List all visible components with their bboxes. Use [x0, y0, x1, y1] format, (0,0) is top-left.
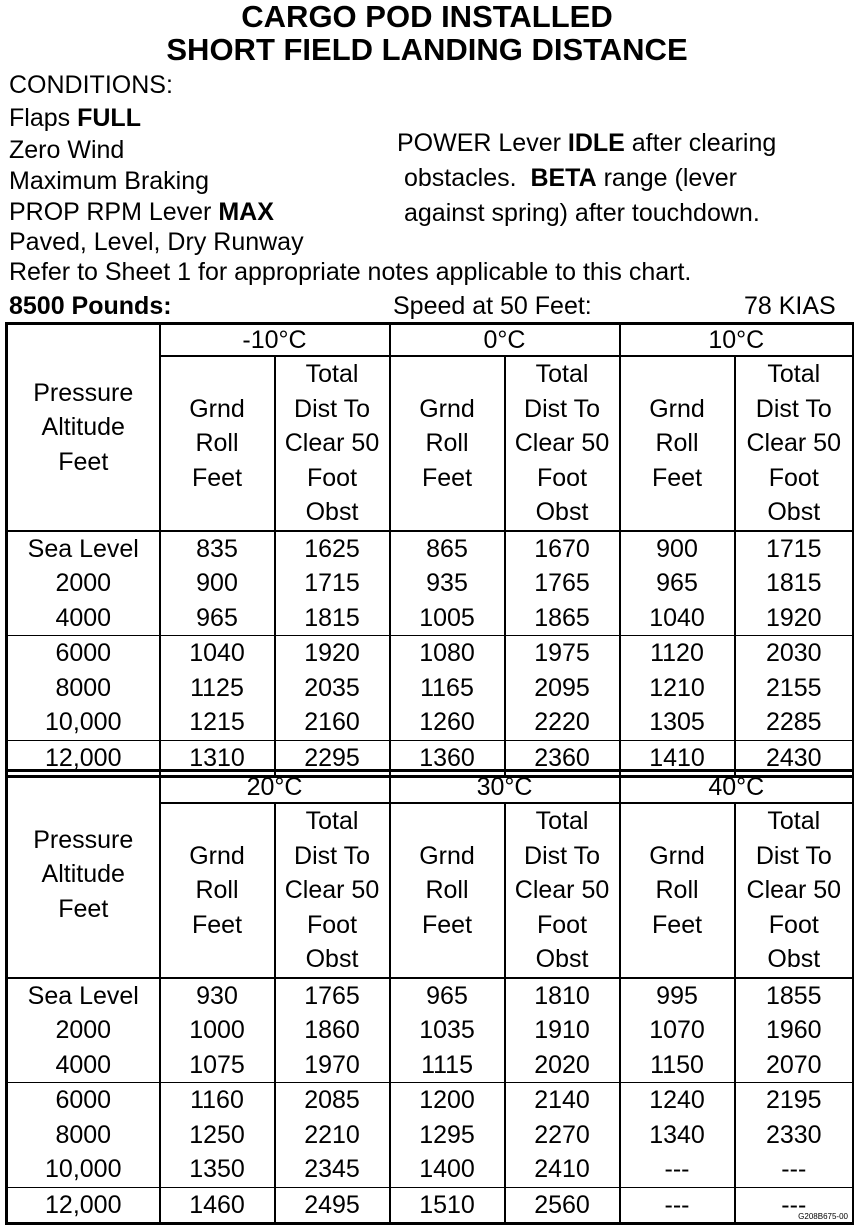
altitude-cell: 6000 — [55, 639, 112, 667]
total-distance-header — [505, 356, 620, 531]
ground-roll-cell: 1165 — [390, 671, 505, 706]
ground-roll-header — [160, 356, 275, 531]
ground-roll-cell: 965 — [160, 601, 275, 636]
condition-runway: Paved, Level, Dry Runway — [9, 228, 304, 256]
table-row — [7, 1048, 854, 1083]
total-distance-cell: 1625 — [275, 531, 390, 567]
altitude-cell: 10,000 — [7, 1152, 160, 1187]
table-row — [7, 1083, 854, 1118]
total-distance-cell: 1865 — [505, 601, 620, 636]
total-distance-cell: 1910 — [505, 1013, 620, 1048]
ground-roll-header — [620, 803, 735, 978]
total-distance-header-line: Dist To — [294, 394, 370, 423]
total-distance-header-line: Clear 50 — [284, 429, 380, 457]
ground-roll-cell: 1210 — [620, 671, 735, 706]
ground-roll-cell: 1125 — [160, 671, 275, 706]
ground-roll-header-line: Grnd — [189, 841, 245, 870]
total-distance-header-line: Total — [535, 360, 589, 388]
ground-roll-header-line: Roll — [425, 876, 469, 904]
ground-roll-cell: 1400 — [390, 1152, 505, 1187]
ground-roll-cell: 1215 — [160, 705, 275, 740]
total-distance-cell: 1715 — [275, 566, 390, 601]
ground-roll-cell: 1310 — [160, 740, 275, 777]
condition-power-line-1: POWER Lever IDLE after clearing — [397, 129, 777, 157]
ground-roll-header-line: Grnd — [419, 841, 475, 870]
total-distance-cell: 1860 — [275, 1013, 390, 1048]
ground-roll-cell: --- — [620, 1187, 735, 1224]
total-distance-cell: 1715 — [735, 531, 854, 567]
total-distance-header-line: Obst — [535, 498, 589, 526]
total-distance-cell: 1960 — [735, 1013, 854, 1048]
pressure-altitude-header — [7, 324, 160, 531]
chart-title-line-1: CARGO POD INSTALLED — [241, 0, 613, 34]
total-distance-header-line: Clear 50 — [746, 429, 841, 457]
total-distance-header-line: Total — [767, 360, 821, 388]
table-row — [7, 531, 854, 567]
total-distance-cell: 1920 — [275, 636, 390, 671]
table-row — [7, 1013, 854, 1048]
total-distance-header-line: Foot — [768, 463, 819, 492]
altitude-cell: 10,000 — [7, 705, 160, 740]
total-distance-cell: 2410 — [505, 1152, 620, 1187]
total-distance-cell: 2270 — [505, 1118, 620, 1153]
ground-roll-cell: 1040 — [160, 636, 275, 671]
total-distance-cell: 1670 — [505, 531, 620, 567]
total-distance-header-line: Clear 50 — [514, 429, 610, 457]
altitude-cell: 8000 — [55, 1120, 112, 1149]
total-distance-cell: 1765 — [505, 566, 620, 601]
altitude-cell: 12,000 — [45, 743, 122, 772]
total-distance-cell: 2095 — [505, 671, 620, 706]
ground-roll-cell: 995 — [620, 978, 735, 1014]
table-row — [7, 978, 854, 1014]
temperature-header: -10°C — [160, 324, 390, 357]
total-distance-cell: 1855 — [735, 978, 854, 1014]
ground-roll-header-line: Grnd — [649, 394, 705, 423]
ground-roll-cell: 1075 — [160, 1048, 275, 1083]
total-distance-header — [735, 356, 854, 531]
ground-roll-header-line: Roll — [655, 429, 699, 457]
ground-roll-cell: 1510 — [390, 1187, 505, 1224]
total-distance-header-line: Obst — [305, 945, 359, 973]
table-row — [7, 566, 854, 601]
ground-roll-cell: 1115 — [390, 1048, 505, 1083]
ground-roll-cell: 1005 — [390, 601, 505, 636]
table-row — [7, 705, 854, 740]
total-distance-header-line: Dist To — [524, 394, 600, 423]
total-distance-header-line: Foot — [536, 463, 588, 492]
total-distance-header — [275, 356, 390, 531]
total-distance-header-line: Dist To — [755, 394, 832, 423]
total-distance-cell: 1815 — [735, 566, 854, 601]
table-row — [7, 1152, 854, 1187]
refer-note: Refer to Sheet 1 for appropriate notes applicable to this chart. — [9, 258, 692, 286]
ground-roll-cell: 1070 — [620, 1013, 735, 1048]
ground-roll-header — [390, 803, 505, 978]
altitude-cell: Sea Level — [27, 981, 139, 1010]
landing-distance-table-warm — [5, 769, 854, 1225]
ground-roll-header-line: Grnd — [419, 394, 475, 423]
ground-roll-header-line: Roll — [655, 876, 699, 904]
ground-roll-cell: 1035 — [390, 1013, 505, 1048]
total-distance-cell: 2430 — [735, 740, 854, 777]
ground-roll-header-line: Feet — [191, 910, 243, 939]
ground-roll-cell: 930 — [160, 978, 275, 1014]
total-distance-header-line: Foot — [768, 910, 819, 939]
total-distance-cell: 2140 — [505, 1083, 620, 1118]
altitude-cell: 6000 — [55, 1086, 112, 1114]
weight-label: 8500 Pounds: — [9, 292, 172, 320]
table-row — [7, 1118, 854, 1153]
temperature-header: 20°C — [160, 771, 390, 804]
total-distance-cell: 2020 — [505, 1048, 620, 1083]
table-row — [7, 671, 854, 706]
total-distance-cell: 1970 — [275, 1048, 390, 1083]
pressure-altitude-header-line: Feet — [58, 894, 109, 923]
ground-roll-header-line: Roll — [195, 876, 239, 904]
pressure-altitude-header-line: Pressure — [33, 825, 134, 854]
ground-roll-header-line: Feet — [651, 463, 703, 492]
landing-distance-table-cold — [5, 322, 854, 778]
total-distance-cell: 2360 — [505, 740, 620, 777]
condition-power-line-3: against spring) after touchdown. — [404, 199, 760, 227]
total-distance-cell: 2495 — [275, 1187, 390, 1224]
ground-roll-cell: 900 — [620, 531, 735, 567]
altitude-cell: 4000 — [7, 601, 160, 636]
total-distance-cell: --- — [735, 1187, 854, 1224]
total-distance-header-line: Dist To — [294, 841, 370, 870]
speed-label: Speed at 50 Feet: — [393, 292, 592, 320]
table-row — [7, 1187, 854, 1224]
total-distance-header-line: Obst — [767, 945, 821, 973]
ground-roll-cell: 1040 — [620, 601, 735, 636]
condition-flaps: Flaps FULL — [9, 104, 141, 132]
total-distance-header-line: Dist To — [524, 841, 600, 870]
ground-roll-cell: 1410 — [620, 740, 735, 777]
altitude-cell: 2000 — [55, 1016, 112, 1044]
total-distance-header-line: Foot — [537, 910, 588, 939]
ground-roll-cell: 1250 — [160, 1118, 275, 1153]
ground-roll-header-line: Roll — [425, 429, 469, 457]
total-distance-cell: 2035 — [275, 671, 390, 706]
condition-power-line-2: obstacles. BETA range (lever — [404, 164, 738, 192]
ground-roll-cell: 1080 — [390, 636, 505, 671]
ground-roll-header-line: Feet — [191, 463, 243, 492]
ground-roll-header — [620, 356, 735, 531]
total-distance-header-line: Total — [767, 807, 821, 835]
altitude-cell: Sea Level — [27, 534, 139, 563]
total-distance-cell: 1920 — [735, 601, 854, 636]
total-distance-cell: 2285 — [735, 705, 854, 740]
table-row — [7, 636, 854, 671]
ground-roll-header-line: Feet — [421, 463, 473, 492]
total-distance-header — [275, 803, 390, 978]
total-distance-header-line: Foot — [306, 463, 358, 492]
total-distance-cell: 2210 — [275, 1118, 390, 1153]
total-distance-cell: --- — [735, 1152, 854, 1187]
total-distance-header-line: Foot — [306, 910, 358, 939]
ground-roll-cell: 1200 — [390, 1083, 505, 1118]
total-distance-header-line: Clear 50 — [284, 876, 380, 904]
ground-roll-header-line: Grnd — [189, 394, 245, 423]
total-distance-header-line: Total — [305, 360, 359, 388]
temperature-header: 40°C — [620, 771, 854, 804]
ground-roll-cell: --- — [620, 1152, 735, 1187]
ground-roll-cell: 935 — [390, 566, 505, 601]
ground-roll-cell: 1295 — [390, 1118, 505, 1153]
speed-value: 78 KIAS — [744, 292, 836, 320]
ground-roll-cell: 1305 — [620, 705, 735, 740]
total-distance-header — [505, 803, 620, 978]
total-distance-header-line: Obst — [305, 498, 359, 526]
figure-code: G208B675-00 — [798, 1212, 848, 1221]
ground-roll-cell: 900 — [160, 566, 275, 601]
ground-roll-cell: 865 — [390, 531, 505, 567]
temperature-header: 0°C — [390, 324, 620, 357]
ground-roll-cell: 1000 — [160, 1013, 275, 1048]
total-distance-cell: 2330 — [735, 1118, 854, 1153]
total-distance-cell: 1815 — [275, 601, 390, 636]
chart-title-line-2: SHORT FIELD LANDING DISTANCE — [166, 32, 688, 67]
pressure-altitude-header-line: Altitude — [41, 413, 125, 441]
total-distance-header-line: Total — [535, 807, 589, 835]
ground-roll-header-line: Feet — [652, 910, 703, 939]
total-distance-cell: 2560 — [505, 1187, 620, 1224]
ground-roll-cell: 1360 — [390, 740, 505, 777]
pressure-altitude-header-line: Altitude — [41, 860, 125, 888]
total-distance-header — [735, 803, 854, 978]
table-row — [7, 601, 854, 636]
condition-braking: Maximum Braking — [9, 167, 210, 195]
ground-roll-cell: 1260 — [390, 705, 505, 740]
total-distance-cell: 1765 — [275, 978, 390, 1014]
total-distance-cell: 2345 — [275, 1152, 390, 1187]
ground-roll-cell: 1240 — [620, 1083, 735, 1118]
pressure-altitude-header-line: Feet — [58, 447, 109, 476]
pressure-altitude-header — [7, 771, 160, 978]
pressure-altitude-header-line: Pressure — [33, 378, 134, 407]
total-distance-header-line: Clear 50 — [746, 876, 842, 904]
altitude-cell: 2000 — [55, 569, 112, 597]
altitude-cell: 4000 — [7, 1048, 160, 1083]
total-distance-header-line: Obst — [535, 945, 589, 973]
ground-roll-cell: 1350 — [160, 1152, 275, 1187]
total-distance-cell: 2070 — [735, 1048, 854, 1083]
ground-roll-cell: 1460 — [160, 1187, 275, 1224]
total-distance-header-line: Clear 50 — [514, 876, 610, 904]
ground-roll-cell: 835 — [160, 531, 275, 567]
altitude-cell: 8000 — [55, 673, 112, 702]
temperature-header: 10°C — [620, 324, 854, 357]
total-distance-cell: 2030 — [735, 636, 854, 671]
total-distance-cell: 2295 — [275, 740, 390, 777]
total-distance-header-line: Obst — [767, 498, 821, 526]
total-distance-cell: 1810 — [505, 978, 620, 1014]
ground-roll-header-line: Grnd — [649, 841, 705, 870]
total-distance-cell: 2195 — [735, 1083, 854, 1118]
ground-roll-cell: 1340 — [620, 1118, 735, 1153]
temperature-header: 30°C — [390, 771, 620, 804]
total-distance-header-line: Total — [305, 807, 359, 835]
condition-wind: Zero Wind — [9, 136, 125, 164]
conditions-heading: CONDITIONS: — [9, 71, 173, 99]
ground-roll-header-line: Feet — [422, 910, 473, 939]
ground-roll-cell: 1120 — [620, 636, 735, 671]
ground-roll-cell: 965 — [620, 566, 735, 601]
ground-roll-header — [390, 356, 505, 531]
total-distance-cell: 2160 — [275, 705, 390, 740]
ground-roll-cell: 965 — [390, 978, 505, 1014]
total-distance-header-line: Dist To — [755, 841, 832, 870]
ground-roll-header-line: Roll — [195, 429, 239, 457]
ground-roll-header — [160, 803, 275, 978]
total-distance-cell: 2085 — [275, 1083, 390, 1118]
ground-roll-cell: 1150 — [620, 1048, 735, 1083]
total-distance-cell: 1975 — [505, 636, 620, 671]
ground-roll-cell: 1160 — [160, 1083, 275, 1118]
altitude-cell: 12,000 — [45, 1190, 122, 1219]
total-distance-cell: 2220 — [505, 705, 620, 740]
total-distance-cell: 2155 — [735, 671, 854, 706]
condition-prop-rpm: PROP RPM Lever MAX — [9, 198, 274, 226]
